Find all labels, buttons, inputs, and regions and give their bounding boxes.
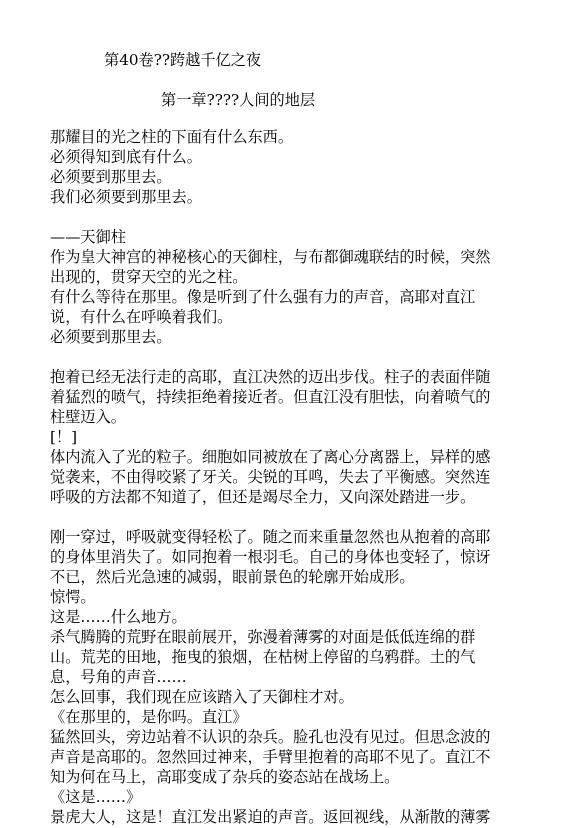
text-line: 《这是……》 [50, 788, 142, 806]
text-line: 声音是高耶的。忽然回过神来，手臂里抱着的高耶不见了。直江不 [50, 748, 491, 766]
text-line: 有什么等待在那里。像是听到了什么强有力的声音，高耶对直江 [50, 288, 476, 306]
text-line: 必须得知到底有什么。 [50, 148, 202, 166]
paragraph-gap [50, 207, 550, 227]
text-line: 体内流入了光的粒子。细胞如同被放在了离心分离器上，异样的感 [50, 448, 491, 466]
text-line: 惊愕。 [50, 588, 96, 606]
body-text [50, 127, 550, 827]
text-line: 知为何在马上，高耶变成了杂兵的姿态站在战场上。 [50, 768, 400, 786]
text-line: 必须要到那里去。 [50, 168, 172, 186]
text-line: 抱着已经无法行走的高耶，直江决然的迈出步伐。柱子的表面伴随 [50, 368, 491, 386]
text-line: ——天御柱 [50, 228, 126, 246]
volume-title: 第40卷??跨越千亿之夜 [104, 51, 262, 69]
text-line: 作为皇大神宫的神秘核心的天御柱，与布都御魂联结的时候，突然 [50, 248, 491, 266]
text-line: 息，号角的声音…… [50, 668, 187, 686]
text-line: 着猛烈的喷气，持续拒绝着接近者。但直江没有胆怯，向着喷气的 [50, 388, 491, 406]
text-line: 怎么回事，我们现在应该踏入了天御柱才对。 [50, 688, 354, 706]
paragraph-gap [50, 507, 550, 527]
chapter-title: 第一章????人间的地层 [161, 91, 316, 109]
paragraph-gap [50, 347, 550, 367]
text-line: 说，有什么在呼唤着我们。 [50, 308, 233, 326]
text-line: 那耀目的光之柱的下面有什么东西。 [50, 128, 293, 146]
text-line: 呼吸的方法都不知道了，但还是竭尽全力，又向深处踏进一步。 [50, 488, 476, 506]
text-line: 我们必须要到那里去。 [50, 188, 202, 206]
text-line: 觉袭来，不由得咬紧了牙关。尖锐的耳鸣，失去了平衡感。突然连 [50, 468, 491, 486]
text-line: 这是……什么地方。 [50, 608, 187, 626]
text-line: 必须要到那里去。 [50, 328, 172, 346]
text-line: 景虎大人，这是！直江发出紧迫的声音。返回视线，从渐散的薄雾 [50, 808, 491, 826]
text-line: 山。荒芜的田地，拖曳的狼烟，在枯树上停留的乌鸦群。土的气 [50, 648, 476, 666]
text-line: 刚一穿过，呼吸就变得轻松了。随之而来重量忽然也从抱着的高耶 [50, 528, 491, 546]
text-line: 柱壁迈入。 [50, 408, 126, 426]
text-line: 猛然回头，旁边站着不认识的杂兵。脸孔也没有见过。但思念波的 [50, 728, 491, 746]
text-line: [！] [50, 428, 78, 446]
text-line: 《在那里的，是你吗。直江》 [50, 708, 248, 726]
text-line: 的身体里消失了。如同抱着一根羽毛。自己的身体也变轻了，惊讶 [50, 548, 491, 566]
text-line: 不已，然后光急速的减弱，眼前景色的轮廓开始成形。 [50, 568, 415, 586]
text-line: 出现的，贯穿天空的光之柱。 [50, 268, 248, 286]
text-line: 杀气腾腾的荒野在眼前展开，弥漫着薄雾的对面是低低连绵的群 [50, 628, 476, 646]
